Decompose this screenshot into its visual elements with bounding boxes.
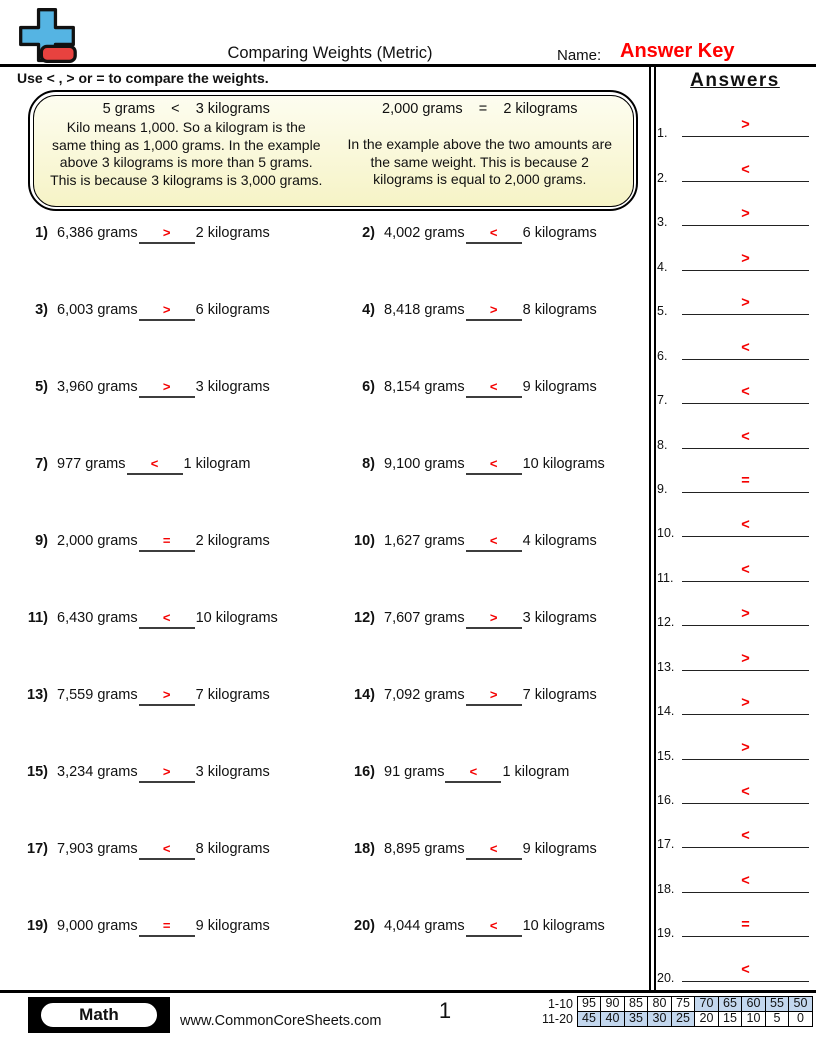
- answer-number: 2.: [657, 170, 668, 185]
- problem-item: [345, 224, 654, 301]
- answer-symbol: >: [489, 687, 498, 702]
- problem-left-operand: 7,607 grams: [384, 610, 465, 626]
- answer-symbol: <: [741, 161, 750, 178]
- example-box-inner: [33, 95, 634, 207]
- problem-number: 1): [35, 225, 48, 241]
- answer-number: 9.: [657, 481, 668, 496]
- score-cell: 35: [624, 1011, 649, 1027]
- answer-line: [682, 559, 809, 582]
- answer-item: [652, 855, 816, 899]
- answer-line: [682, 648, 809, 671]
- problem-left-operand: 6,386 grams: [57, 225, 138, 241]
- problem-number: 3): [35, 302, 48, 318]
- answer-symbol: =: [741, 917, 750, 934]
- answer-symbol: >: [162, 225, 171, 240]
- score-cell: 40: [600, 1011, 625, 1027]
- problem-left-operand: 8,154 grams: [384, 379, 465, 395]
- problem-number: 14): [354, 687, 375, 703]
- answer-number: 18.: [657, 881, 675, 896]
- answer-blank: [139, 763, 195, 783]
- example-left: [40, 101, 334, 202]
- problem-item: [345, 840, 654, 917]
- answers-list: [652, 100, 816, 989]
- footer-divider: [0, 990, 816, 993]
- score-cell: 60: [741, 996, 766, 1012]
- score-cell: 65: [718, 996, 743, 1012]
- answer-blank: [139, 378, 195, 398]
- answer-line: [682, 959, 809, 982]
- problems-grid: [18, 224, 654, 994]
- answer-line: [682, 203, 809, 226]
- answer-blank: [139, 532, 195, 552]
- answer-blank: [139, 609, 195, 629]
- answer-item: [652, 144, 816, 188]
- answer-line: [682, 737, 809, 760]
- answer-symbol: =: [741, 472, 750, 489]
- problem-item: [18, 917, 345, 994]
- answer-blank: [139, 840, 195, 860]
- answer-item: [652, 767, 816, 811]
- answer-line: [682, 337, 809, 360]
- problem-number: 5): [35, 379, 48, 395]
- answer-line: [682, 114, 809, 137]
- answer-symbol: <: [489, 456, 498, 471]
- answer-blank: [445, 763, 501, 783]
- answer-item: [652, 900, 816, 944]
- problem-item: [18, 686, 345, 763]
- answer-symbol: <: [741, 339, 750, 356]
- score-cell: 45: [577, 1011, 602, 1027]
- answer-symbol: >: [741, 295, 750, 312]
- answer-symbol: >: [741, 250, 750, 267]
- problem-right-operand: 8 kilograms: [522, 302, 597, 318]
- score-cell: 55: [765, 996, 790, 1012]
- answer-number: 6.: [657, 348, 668, 363]
- answer-line: [682, 159, 809, 182]
- problem-item: [345, 763, 654, 840]
- problem-number: 4): [362, 302, 375, 318]
- problem-right-operand: 9 kilograms: [195, 918, 270, 934]
- answer-number: 10.: [657, 526, 675, 541]
- problem-item: [18, 840, 345, 917]
- answer-blank: [466, 224, 522, 244]
- answer-symbol: <: [741, 428, 750, 445]
- problem-left-operand: 9,000 grams: [57, 918, 138, 934]
- problem-number: 17): [27, 841, 48, 857]
- problem-right-operand: 2 kilograms: [195, 225, 270, 241]
- problem-left-operand: 8,418 grams: [384, 302, 465, 318]
- score-cell: 70: [694, 996, 719, 1012]
- score-row-label: 1-10: [547, 997, 573, 1011]
- answer-symbol: =: [162, 918, 171, 933]
- answer-number: 17.: [657, 837, 675, 852]
- problem-number: 19): [27, 918, 48, 934]
- page-title: Comparing Weights (Metric): [227, 44, 433, 62]
- score-cell: 15: [718, 1011, 743, 1027]
- answer-symbol: <: [162, 610, 171, 625]
- problem-left-operand: 6,003 grams: [57, 302, 138, 318]
- problem-left-operand: 3,960 grams: [57, 379, 138, 395]
- problem-number: 16): [354, 764, 375, 780]
- answer-symbol: <: [741, 517, 750, 534]
- problem-left-operand: 3,234 grams: [57, 764, 138, 780]
- header-divider: [0, 64, 816, 67]
- answer-symbol: <: [741, 561, 750, 578]
- answer-number: 3.: [657, 215, 668, 230]
- problem-number: 7): [35, 456, 48, 472]
- problem-item: [18, 609, 345, 686]
- problem-left-operand: 977 grams: [57, 456, 126, 472]
- problem-left-operand: 8,895 grams: [384, 841, 465, 857]
- answer-item: [652, 944, 816, 988]
- answer-line: [682, 914, 809, 937]
- answer-blank: [139, 686, 195, 706]
- score-cell: 20: [694, 1011, 719, 1027]
- problem-left-operand: 6,430 grams: [57, 610, 138, 626]
- answer-line: [682, 248, 809, 271]
- score-cell: 75: [671, 996, 696, 1012]
- answer-symbol: =: [162, 533, 171, 548]
- problem-left-operand: 4,002 grams: [384, 225, 465, 241]
- answer-blank: [466, 455, 522, 475]
- answer-line: [682, 514, 809, 537]
- answer-item: [652, 189, 816, 233]
- answer-number: 12.: [657, 615, 675, 630]
- answer-number: 20.: [657, 970, 675, 985]
- score-cell: 0: [788, 1011, 813, 1027]
- answer-symbol: <: [741, 828, 750, 845]
- answer-item: [652, 322, 816, 366]
- subject-badge: [28, 997, 170, 1033]
- problem-left-operand: 4,044 grams: [384, 918, 465, 934]
- answer-number: 16.: [657, 793, 675, 807]
- answer-number: 14.: [657, 704, 675, 719]
- example-right: [333, 101, 627, 202]
- answer-symbol: <: [741, 784, 750, 800]
- answer-symbol: <: [469, 764, 478, 779]
- problem-right-operand: 4 kilograms: [522, 533, 597, 549]
- score-table-row: [527, 1011, 813, 1027]
- problem-number: 11): [27, 610, 48, 626]
- answer-blank: [466, 301, 522, 321]
- problem-item: [345, 378, 654, 455]
- answer-symbol: >: [162, 764, 171, 779]
- answer-symbol: <: [162, 841, 171, 856]
- problem-right-operand: 10 kilograms: [522, 918, 605, 934]
- answer-item: [652, 589, 816, 633]
- answer-blank: [139, 917, 195, 937]
- answer-blank: [466, 378, 522, 398]
- problem-item: [18, 455, 345, 532]
- answer-symbol: >: [489, 302, 498, 317]
- problem-right-operand: 9 kilograms: [522, 841, 597, 857]
- name-label: Name:: [557, 47, 602, 64]
- answer-number: 8.: [657, 437, 668, 452]
- problem-number: 12): [354, 610, 375, 626]
- answer-symbol: <: [741, 961, 750, 978]
- problem-right-operand: 1 kilogram: [183, 456, 251, 472]
- problem-left-operand: 7,092 grams: [384, 687, 465, 703]
- problem-right-operand: 8 kilograms: [195, 841, 270, 857]
- problem-left-operand: 7,903 grams: [57, 841, 138, 857]
- answer-symbol: >: [162, 379, 171, 394]
- problem-item: [345, 532, 654, 609]
- answer-item: [652, 633, 816, 677]
- answer-symbol: <: [489, 379, 498, 394]
- problem-item: [345, 609, 654, 686]
- problem-right-operand: 6 kilograms: [195, 302, 270, 318]
- subject-badge-label: Math: [39, 1001, 159, 1029]
- answer-item: [652, 722, 816, 766]
- answer-symbol: <: [741, 384, 750, 401]
- problem-number: 13): [27, 687, 48, 703]
- answer-blank: [466, 917, 522, 937]
- problem-right-operand: 1 kilogram: [502, 764, 570, 780]
- answer-symbol: >: [741, 650, 750, 667]
- answer-symbol: <: [489, 225, 498, 240]
- problem-left-operand: 2,000 grams: [57, 533, 138, 549]
- answer-blank: [139, 224, 195, 244]
- problem-right-operand: 7 kilograms: [522, 687, 597, 703]
- answer-line: [682, 470, 809, 493]
- problem-number: 8): [362, 456, 375, 472]
- answer-line: [682, 292, 809, 315]
- answer-item: [652, 233, 816, 277]
- problem-right-operand: 3 kilograms: [522, 610, 597, 626]
- problem-left-operand: 7,559 grams: [57, 687, 138, 703]
- problem-number: 20): [354, 918, 375, 934]
- answer-number: 11.: [657, 570, 674, 585]
- answer-number: 5.: [657, 304, 668, 319]
- score-table: [527, 996, 813, 1027]
- example-explanation: In the example above the two amounts are the same weight. This is because 2 kilograms is equal to 2,000 grams.: [347, 136, 613, 187]
- answer-item: [652, 544, 816, 588]
- problem-item: [18, 301, 345, 378]
- example-equation: 5 grams < 3 kilograms: [102, 100, 270, 117]
- score-cell: 30: [647, 1011, 672, 1027]
- score-cells: [578, 1011, 813, 1027]
- answer-number: 1.: [657, 126, 668, 141]
- answer-item: [652, 811, 816, 855]
- answer-symbol: >: [162, 687, 171, 702]
- problem-number: 9): [35, 533, 48, 549]
- problem-right-operand: 10 kilograms: [195, 610, 278, 626]
- answer-line: [682, 381, 809, 404]
- answer-item: [652, 500, 816, 544]
- answers-heading: Answers: [690, 70, 780, 91]
- problem-item: [345, 455, 654, 532]
- score-cell: 5: [765, 1011, 790, 1027]
- answer-symbol: <: [489, 918, 498, 933]
- problem-number: 15): [27, 764, 48, 780]
- problem-item: [18, 763, 345, 840]
- problem-right-operand: 3 kilograms: [195, 764, 270, 780]
- answer-blank: [466, 609, 522, 629]
- answers-divider-line: [649, 66, 651, 990]
- problem-right-operand: 7 kilograms: [195, 687, 270, 703]
- answer-item: [652, 678, 816, 722]
- answer-line: [682, 825, 809, 848]
- problem-number: 6): [362, 379, 375, 395]
- answer-symbol: <: [489, 841, 498, 856]
- problem-item: [18, 224, 345, 301]
- answer-key-label: Answer Key: [620, 40, 735, 62]
- example-explanation: Kilo means 1,000. So a kilogram is the same thing as 1,000 grams. In the example above 3 kilograms is more than 5 grams. This is because 3 kilograms is 3,000 grams.: [50, 119, 323, 188]
- answer-item: [652, 367, 816, 411]
- answer-number: 4.: [657, 259, 668, 274]
- score-cell: 50: [788, 996, 813, 1012]
- problem-item: [345, 686, 654, 763]
- answer-symbol: >: [741, 695, 750, 712]
- score-cell: 95: [577, 996, 602, 1012]
- answer-symbol: >: [741, 117, 750, 134]
- example-box: [28, 90, 638, 211]
- score-cell: 85: [624, 996, 649, 1012]
- problem-right-operand: 3 kilograms: [195, 379, 270, 395]
- problem-number: 2): [362, 225, 375, 241]
- answer-blank: [466, 532, 522, 552]
- problem-right-operand: 10 kilograms: [522, 456, 605, 472]
- answer-number: 7.: [657, 393, 668, 408]
- problem-left-operand: 9,100 grams: [384, 456, 465, 472]
- problem-right-operand: 9 kilograms: [522, 379, 597, 395]
- answer-symbol: >: [741, 206, 750, 223]
- answer-number: 15.: [657, 748, 675, 763]
- answer-symbol: <: [741, 872, 750, 889]
- answer-blank: [466, 686, 522, 706]
- answer-symbol: >: [741, 739, 750, 756]
- answer-item: [652, 456, 816, 500]
- score-cell: 25: [671, 1011, 696, 1027]
- problem-item: [345, 917, 654, 994]
- answer-line: [682, 870, 809, 893]
- answer-item: [652, 278, 816, 322]
- score-cell: 80: [647, 996, 672, 1012]
- score-row-label: 11-20: [541, 1011, 573, 1026]
- answer-line: [682, 426, 809, 449]
- problem-item: [345, 301, 654, 378]
- answer-line: [682, 692, 809, 715]
- instruction-text: Use < , > or = to compare the weights.: [17, 70, 269, 86]
- example-equation: 2,000 grams = 2 kilograms: [382, 100, 578, 117]
- answer-blank: [127, 455, 183, 475]
- answer-number: 13.: [657, 659, 675, 674]
- answer-item: [652, 411, 816, 455]
- answer-symbol: >: [162, 302, 171, 317]
- answer-item: [652, 100, 816, 144]
- problem-item: [18, 532, 345, 609]
- problem-right-operand: 6 kilograms: [522, 225, 597, 241]
- problem-right-operand: 2 kilograms: [195, 533, 270, 549]
- score-cell: 90: [600, 996, 625, 1012]
- problem-left-operand: 1,627 grams: [384, 533, 465, 549]
- answer-blank: [466, 840, 522, 860]
- problem-number: 18): [354, 841, 375, 857]
- answer-blank: [139, 301, 195, 321]
- website-url: www.CommonCoreSheets.com: [180, 1013, 382, 1029]
- answer-symbol: >: [741, 606, 750, 623]
- problem-number: 10): [354, 533, 375, 549]
- answer-line: [682, 781, 809, 804]
- score-cell: 10: [741, 1011, 766, 1027]
- answer-symbol: <: [150, 456, 159, 471]
- answer-number: 19.: [657, 926, 675, 941]
- answer-symbol: <: [489, 533, 498, 548]
- answer-line: [682, 603, 809, 626]
- problem-left-operand: 91 grams: [384, 764, 445, 780]
- problem-item: [18, 378, 345, 455]
- page-number: 1: [438, 998, 452, 1023]
- answer-symbol: >: [489, 610, 498, 625]
